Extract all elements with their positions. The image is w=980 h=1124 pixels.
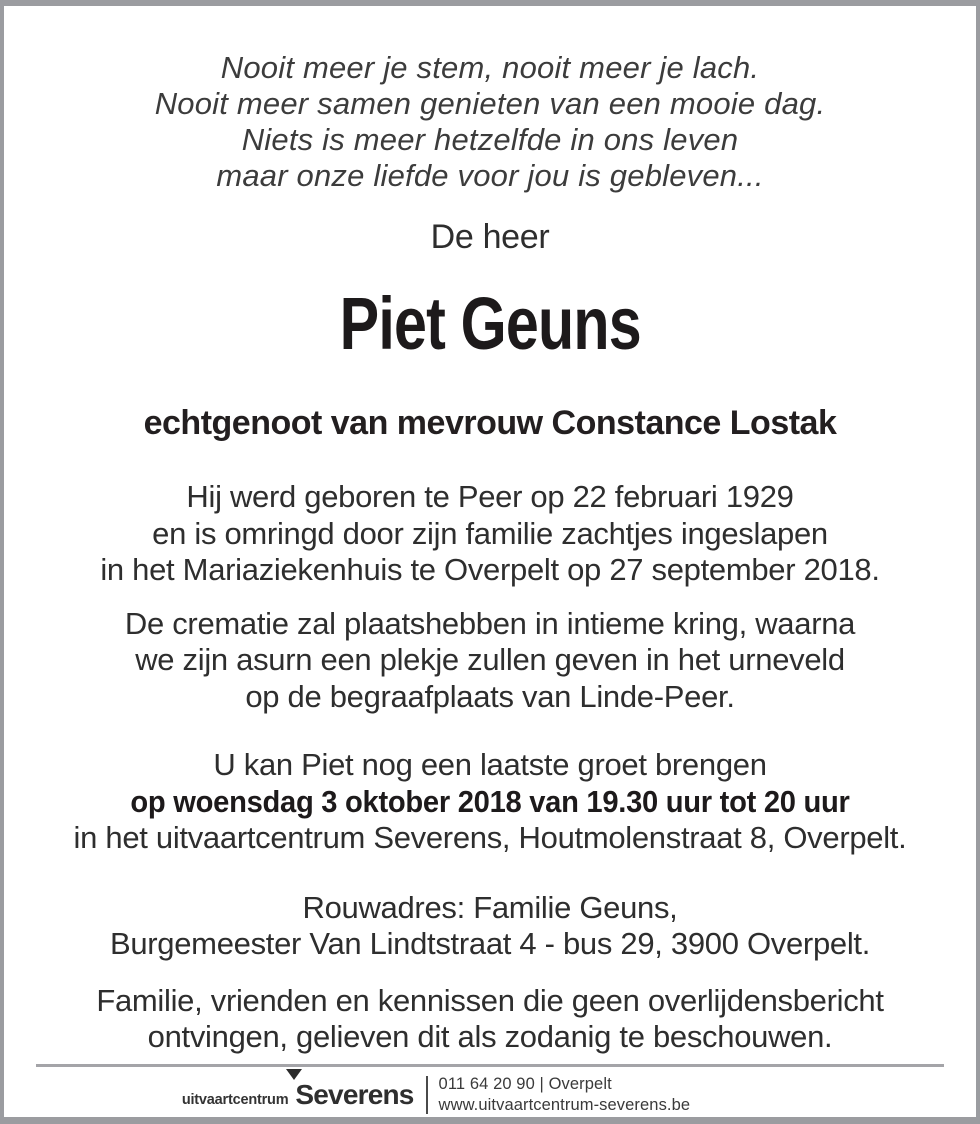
funeral-home-footer <box>0 1074 922 1116</box>
body-line: Burgemeester Van Lindtstraat 4 - bus 29, 3900 Overpelt. <box>109 926 871 961</box>
deceased-name-text: Piet Geuns <box>339 282 641 365</box>
body-line: De crematie zal plaatshebben in intieme kring, waarna <box>124 605 856 641</box>
brand-name-wrap <box>295 1079 413 1111</box>
footer-vertical-separator <box>426 1076 428 1114</box>
body-line: en is omringd door zijn familie zachtjes ingeslapen <box>152 515 828 551</box>
deceased-name <box>4 282 976 365</box>
body-line: we zijn asurn een plekje zullen geven in het urneveld <box>135 642 845 677</box>
memorial-poem <box>4 50 976 194</box>
paragraph-mourning-address <box>4 890 976 963</box>
visitation-datetime: op woensdag 3 oktober 2018 van 19.30 uur tot 20 uur <box>130 783 850 819</box>
relation-line: echtgenoot van mevrouw Constance Lostak <box>143 404 837 442</box>
body-line: op de begraafplaats van Linde-Peer. <box>245 678 735 714</box>
contact-info <box>439 1074 691 1116</box>
body-line: in het Mariaziekenhuis te Overpelt op 27 september 2018. <box>100 552 880 587</box>
body-line: Hij werd geboren te Peer op 22 februari 1929 <box>186 479 794 514</box>
brand-name-label: Severens <box>295 1078 414 1110</box>
body-line: Rouwadres: Familie Geuns, <box>302 889 678 925</box>
salutation: De heer <box>430 218 550 256</box>
body-line: Familie, vrienden en kennissen die geen overlijdensbericht <box>96 982 884 1018</box>
funeral-home-logo <box>182 1079 414 1111</box>
paragraph-birth-death <box>4 479 976 589</box>
phone-location-text: 011 64 20 90 | Overpelt <box>438 1074 612 1093</box>
brand-prefix-label: uitvaartcentrum <box>181 1091 289 1108</box>
body-line: U kan Piet nog een laatste groet brengen <box>213 747 767 782</box>
poem-line: Nooit meer je stem, nooit meer je lach. <box>220 50 760 85</box>
poem-line: Niets is meer hetzelfde in ons leven <box>241 122 739 157</box>
paragraph-cremation <box>4 606 976 716</box>
triangle-down-icon <box>286 1069 302 1080</box>
poem-line: maar onze liefde voor jou is gebleven... <box>216 158 764 193</box>
footer-divider <box>36 1064 944 1067</box>
paragraph-notice <box>4 983 976 1056</box>
poem-line: Nooit meer samen genieten van een mooie dag. <box>154 86 826 121</box>
website-text: www.uitvaartcentrum-severens.be <box>438 1095 691 1114</box>
body-line: in het uitvaartcentrum Severens, Houtmolenstraat 8, Overpelt. <box>73 820 907 855</box>
paragraph-visitation <box>4 747 976 857</box>
body-line: ontvingen, gelieven dit als zodanig te beschouwen. <box>147 1019 833 1054</box>
